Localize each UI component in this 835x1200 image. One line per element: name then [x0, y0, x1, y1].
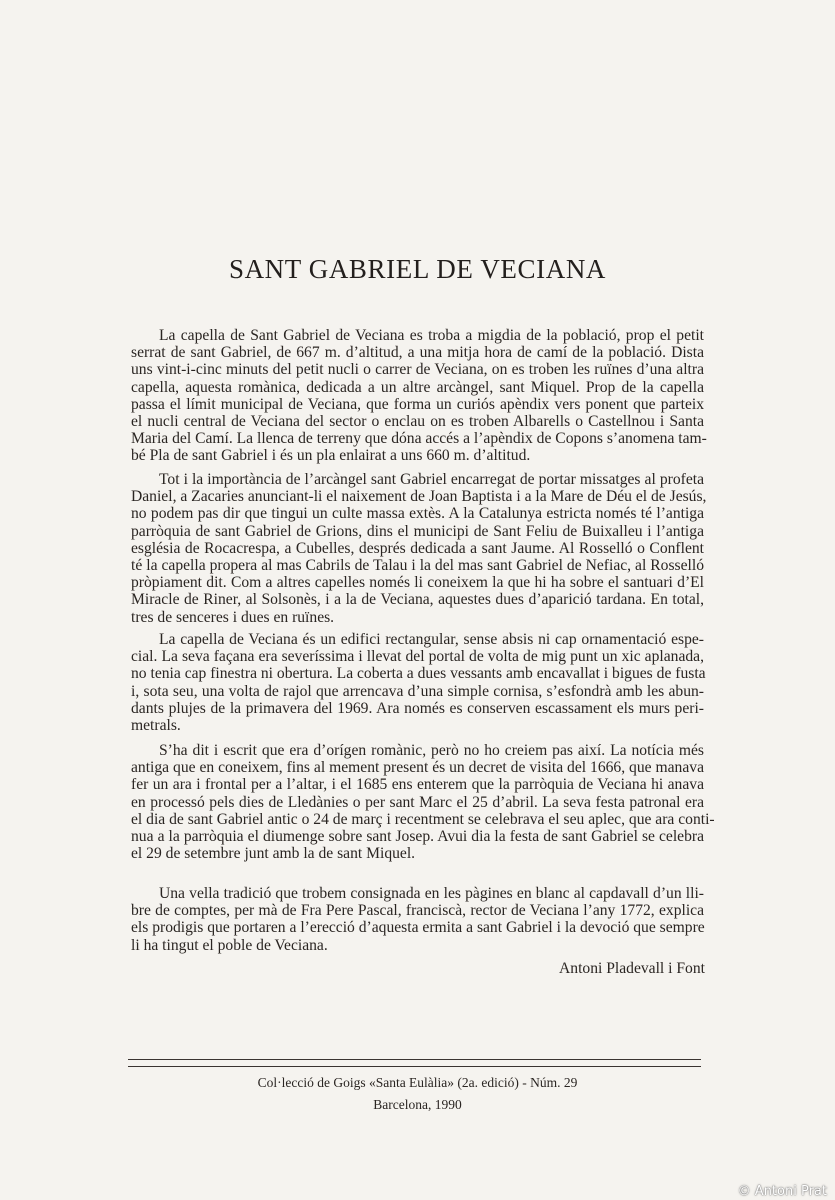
text-line: té la capella propera al mas Cabrils de Talau i la del mas sant Gabriel de Nefiac, al Rosselló	[131, 557, 704, 575]
text-line: passa el límit municipal de Veciana, que forma un curiós apèndix vers ponent que parteix	[131, 395, 704, 413]
body-paragraph	[131, 471, 707, 626]
footer-rule-bottom	[128, 1066, 701, 1067]
text-line: Una vella tradició que trobem consignada en les pàgines en blanc al capdavall d’un lli-	[159, 885, 704, 902]
text-line: tres de senceres i dues en ruïnes.	[131, 608, 335, 626]
body-paragraph	[131, 327, 707, 465]
footer-collection: Col·lecció de Goigs «Santa Eulàlia» (2a. edició) - Núm. 29	[257, 1075, 578, 1090]
text-line: fer un ara i frontal per a l’altar, i el 1685 ens enterem que la parròquia de Veciana hi anava	[131, 776, 704, 794]
text-line: el dia de sant Gabriel antic o 24 de març i recentment se celebrava el seu aplec, que ara conti-	[131, 810, 715, 828]
text-line: serrat de sant Gabriel, de 667 m. d’altitud, a una mitja hora de camí de la població. Dista	[131, 344, 704, 362]
text-line: capella, aquesta romànica, dedicada a un altre arcàngel, sant Miquel. Prop de la capella	[131, 378, 704, 396]
text-line: Maria del Camí. La llenca de terreny que dóna accés a l’apèndix de Copons s’anomena tam-	[131, 430, 707, 448]
text-line: parròquia de sant Gabriel de Grions, dins el municipi de Sant Feliu de Buixalleu i l’antiga	[131, 522, 704, 540]
text-line: li ha tingut el poble de Veciana.	[131, 936, 328, 954]
copyright-watermark: © Antoni Prat	[737, 1184, 827, 1199]
text-line: nua a la parròquia el diumenge sobre sant Josep. Avui dia la festa de sant Gabriel se celebra	[131, 828, 704, 846]
text-line: església de Rocacrespa, a Cubelles, després dedicada a sant Jaume. Al Rosselló o Conflent	[131, 539, 704, 557]
text-line: bé Pla de sant Gabriel i és un pla enlairat a uns 660 m. d’altitud.	[131, 447, 531, 465]
text-line: no tenia cap finestra ni obertura. La coberta a dues vessants amb encavallat i bigues de fusta	[131, 665, 706, 683]
body-paragraph	[131, 885, 704, 954]
text-line: bre de comptes, per mà de Fra Pere Pascal, franciscà, rector de Veciana l’any 1772, explica	[131, 902, 704, 920]
footer-rule-top	[128, 1059, 701, 1060]
text-line: el nucli central de Veciana del sector o enclau on es troben Albarells o Castellnou i Santa	[131, 413, 704, 431]
author-signature: Antoni Pladevall i Font	[559, 960, 705, 977]
footer-place-date: Barcelona, 1990	[373, 1097, 462, 1112]
text-line: els prodigis que portaren a l’erecció d’aquesta ermita a sant Gabriel i la devoció que sempre	[131, 919, 705, 937]
text-line: Daniel, a Zacaries anunciant-li el naixement de Joan Baptista i a la Mare de Déu el de Jesús,	[131, 488, 707, 506]
text-line: Tot i la importància de l’arcàngel sant Gabriel encarregat de portar missatges al profeta	[159, 471, 704, 488]
text-line: La capella de Veciana és un edifici rectangular, sense absis ni cap ornamentació espe-	[159, 631, 704, 648]
page-title: SANT GABRIEL DE VECIANA	[228, 254, 607, 284]
text-line: dants plujes de la primavera del 1969. Ara només es conserven escassament els murs peri-	[131, 699, 704, 717]
body-paragraph	[131, 631, 704, 734]
text-line: en processó pels dies de Lledànies o per sant Marc el 25 d’abril. La seva festa patronal era	[131, 793, 704, 811]
text-line: La capella de Sant Gabriel de Veciana es troba a migdia de la població, prop el petit	[159, 327, 704, 344]
text-line: antiga que en coneixem, fins al mement present és un decret de visita del 1666, que manava	[131, 759, 704, 777]
text-line: Miracle de Riner, al Solsonès, i a la de Veciana, aquestes dues d’aparició tardana. En total,	[131, 591, 704, 609]
text-line: metrals.	[131, 717, 181, 735]
text-line: i, sota seu, una volta de rajol que arrencava d’una simple cornisa, s’esfondrà amb les abun-	[131, 682, 704, 700]
text-line: cial. La seva façana era severíssima i llevat del portal de volta de mig punt un xic aplanada,	[131, 648, 704, 666]
text-line: S’ha dit i escrit que era d’orígen romànic, però no ho creiem pas així. La notícia més	[159, 742, 704, 759]
text-line: uns vint-i-cinc minuts del petit nucli o carrer de Veciana, on es troben les ruïnes d’una altra	[131, 361, 704, 379]
text-line: el 29 de setembre junt amb la de sant Miquel.	[131, 845, 416, 863]
text-line: pròpiament dit. Com a altres capelles només li coneixem la que hi ha sobre el santuari d’El	[131, 574, 704, 592]
body-paragraph	[131, 742, 715, 863]
text-line: no podem pas dir que tingui un culte massa extès. A la Catalunya estricta només té l’antiga	[131, 505, 704, 523]
